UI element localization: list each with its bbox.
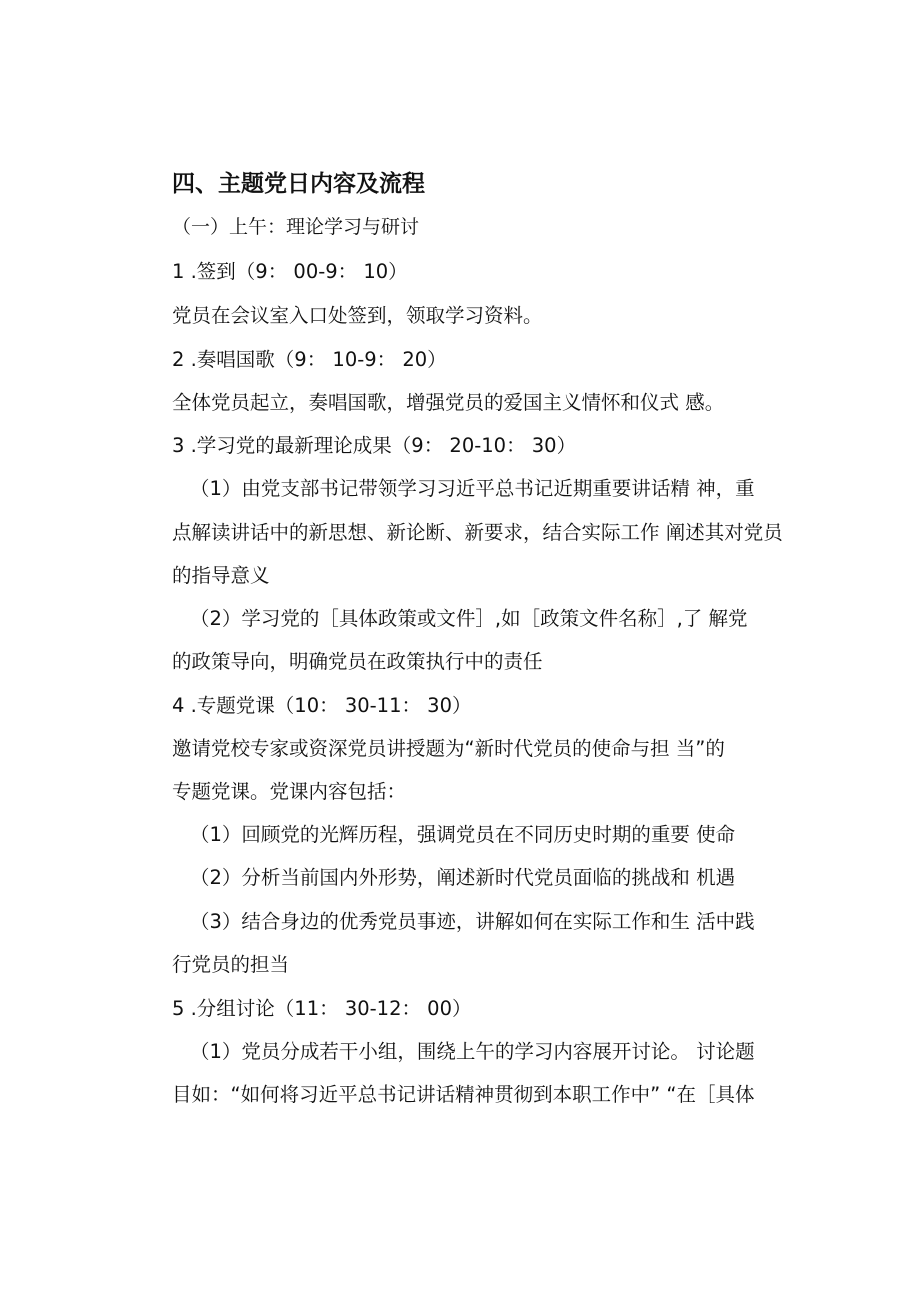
- paragraph-line: 全体党员起立，奏唱国歌，增强党员的爱国主义情怀和仪式 感。: [172, 391, 725, 414]
- subsection-heading: （一）上午：理论学习与研讨: [172, 216, 420, 238]
- list-item-line: 目如：“如何将习近平总书记讲话精神贯彻到本职工作中” “在［具体: [172, 1083, 755, 1106]
- list-item-line: （3）结合身边的优秀党员事迹，讲解如何在实际工作和生 活中践: [190, 910, 755, 933]
- item-title: 3 .学习党的最新理论成果（9： 20-10： 30）: [172, 434, 577, 457]
- item-title: 4 .专题党课（10： 30-11： 30）: [172, 694, 472, 717]
- item-title: 1 .签到（9： 00-9： 10）: [172, 260, 408, 283]
- list-item-line: （1）党员分成若干小组，围绕上午的学习内容展开讨论。 讨论题: [190, 1040, 755, 1063]
- section-heading: 四、主题党日内容及流程: [172, 171, 425, 197]
- paragraph-line: 专题党课。党课内容包括：: [172, 780, 407, 803]
- list-item-line: 行党员的担当: [172, 953, 290, 976]
- list-item-line: （1）回顾党的光辉历程，强调党员在不同历史时期的重要 使命: [190, 823, 736, 846]
- list-item-line: （2）分析当前国内外形势，阐述新时代党员面临的挑战和 机遇: [190, 866, 736, 889]
- item-title: 5 .分组讨论（11： 30-12： 00）: [172, 997, 472, 1020]
- list-item-line: 点解读讲话中的新思想、新论断、新要求，结合实际工作 阐述其对党员: [172, 521, 783, 544]
- list-item-line: 的政策导向，明确党员在政策执行中的责任: [172, 650, 543, 673]
- item-title: 2 .奏唱国歌（9： 10-9： 20）: [172, 348, 447, 371]
- list-item-line: （2）学习党的［具体政策或文件］,如［政策文件名称］,了 解党: [190, 607, 748, 630]
- paragraph-line: 党员在会议室入口处签到，领取学习资料。: [172, 304, 543, 327]
- list-item-line: （1）由党支部书记带领学习习近平总书记近期重要讲话精 神，重: [190, 477, 755, 500]
- paragraph-line: 邀请党校专家或资深党员讲授题为“新时代党员的使命与担 当”的: [172, 737, 725, 760]
- list-item-line: 的指导意义: [172, 564, 270, 587]
